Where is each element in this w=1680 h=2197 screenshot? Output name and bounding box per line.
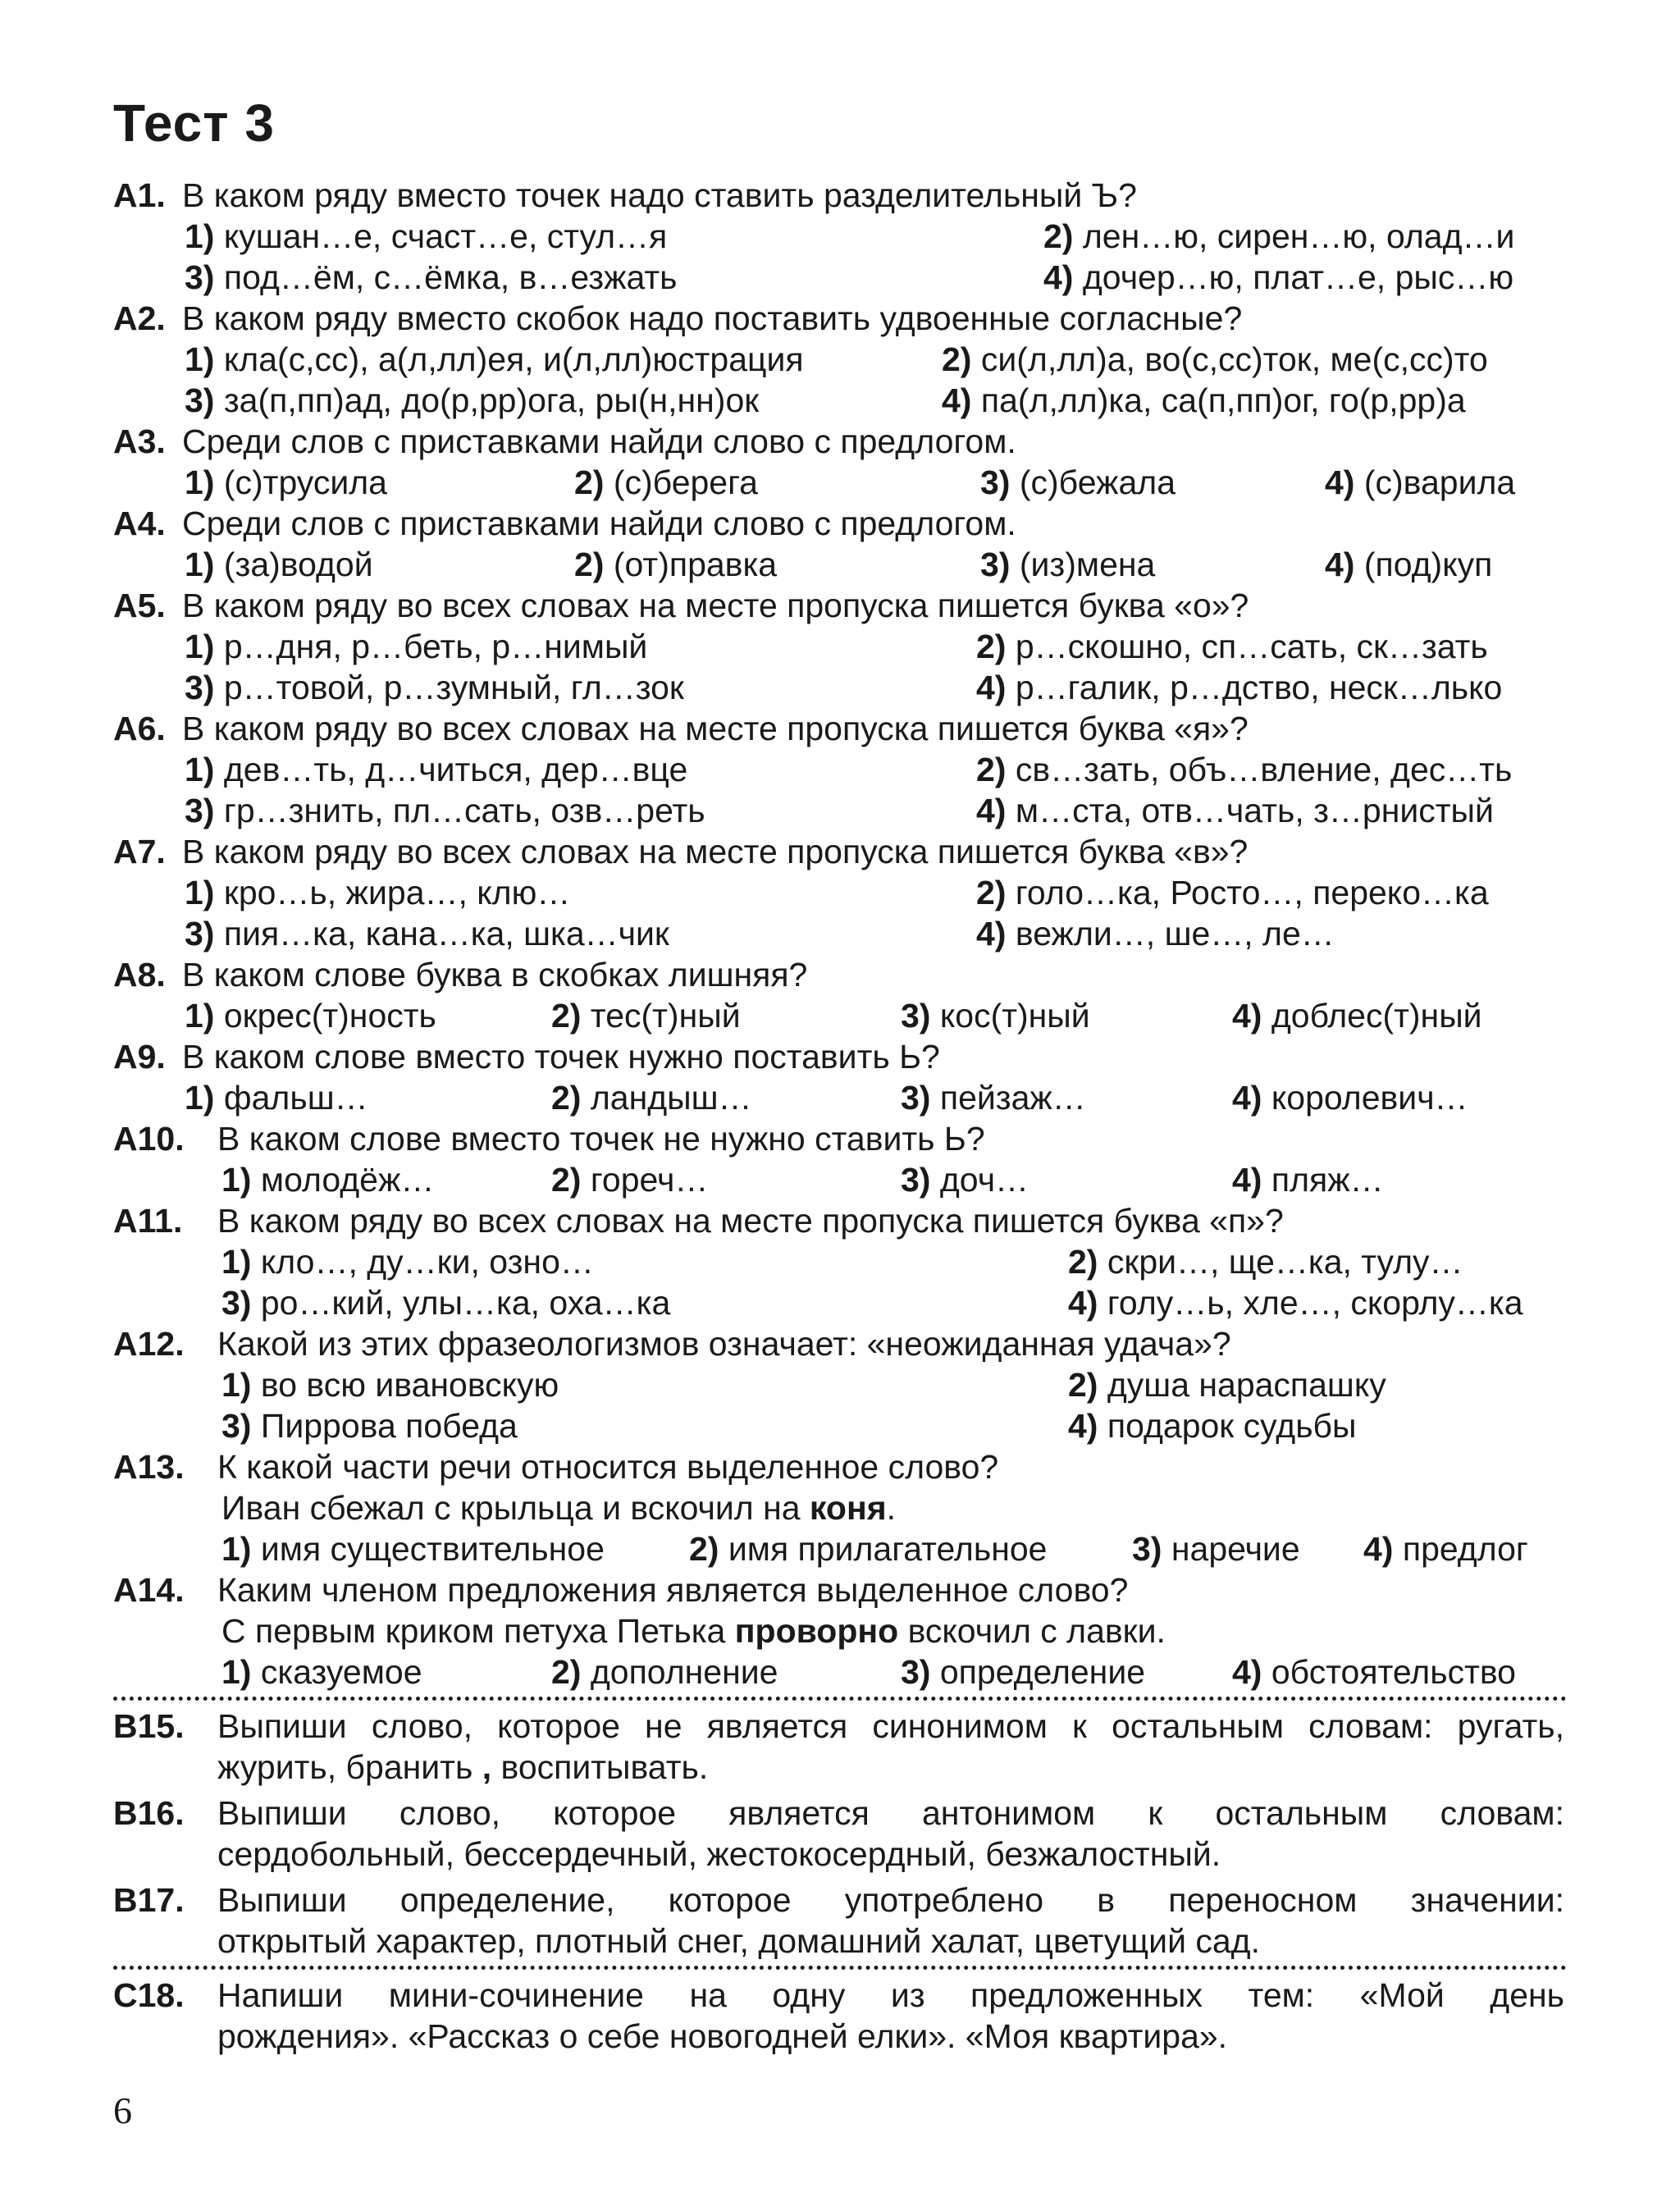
option-1: 1) кло…, ду…ки, озно… xyxy=(221,1243,594,1281)
question-number: В15. xyxy=(113,1707,185,1745)
option-4: 4) пляж… xyxy=(1232,1161,1384,1199)
option-3: 3) определение xyxy=(901,1653,1146,1691)
option-3: 3) ро…кий, улы…ка, оха…ка xyxy=(221,1284,671,1322)
option-3: 3) (из)мена xyxy=(980,546,1156,583)
question-text: Выпиши слово, которое не является синонимом к остальным словам: ругать, xyxy=(217,1707,1564,1745)
question-text: В каком ряду вместо скобок надо поставить удвоенные согласные? xyxy=(182,299,1243,337)
option-1: 1) молодёж… xyxy=(221,1161,435,1199)
question-number: А10. xyxy=(113,1120,185,1158)
option-2: 2) гореч… xyxy=(551,1161,709,1199)
question-text: Среди слов с приставками найди слово с предлогом. xyxy=(182,505,1016,542)
option-1: 1) кро…ь, жира…, клю… xyxy=(185,874,571,911)
option-2: 2) (от)правка xyxy=(574,546,778,583)
option-1: 1) во всю ивановскую xyxy=(221,1366,559,1404)
option-4: 4) м…ста, отв…чать, з…рнистый xyxy=(976,792,1494,829)
option-3: 3) гр…знить, пл…сать, озв…реть xyxy=(185,792,705,829)
option-1: 1) фальш… xyxy=(185,1079,368,1117)
option-1: 1) кла(с,сс), а(л,лл)ея, и(л,лл)юстрация xyxy=(185,340,804,378)
option-4: 4) вежли…, ше…, ле… xyxy=(976,915,1335,952)
page-number: 6 xyxy=(113,2090,132,2131)
option-3: 3) за(п,пп)ад, до(р,рр)ога, ры(н,нн)ок xyxy=(185,381,760,419)
option-3: 3) пия…ка, кана…ка, шка…чик xyxy=(185,915,669,952)
option-4: 4) р…галик, р…дство, неск…лько xyxy=(976,669,1503,706)
option-2: 2) скри…, ще…ка, тулу… xyxy=(1068,1243,1463,1281)
question-number: А9. xyxy=(113,1038,166,1076)
question-text: Каким членом предложения является выделенное слово? xyxy=(217,1571,1129,1609)
question-number: А1. xyxy=(113,176,166,214)
question-text: Какой из этих фразеологизмов означает: «неожиданная удача»? xyxy=(217,1325,1231,1363)
question-number: А7. xyxy=(113,833,166,870)
question-text: В каком слове вместо точек нужно поставить Ь? xyxy=(182,1038,940,1076)
option-3: 3) р…товой, р…зумный, гл…зок xyxy=(185,669,684,706)
option-4: 4) предлог xyxy=(1363,1530,1528,1568)
option-2: 2) св…зать, объ…вление, дес…ть xyxy=(976,751,1513,788)
option-3: 3) под…ём, с…ёмка, в…езжать xyxy=(185,258,678,296)
option-3: 3) пейзаж… xyxy=(901,1079,1086,1117)
option-4: 4) обстоятельство xyxy=(1232,1653,1516,1691)
option-2: 2) ландыш… xyxy=(551,1079,752,1117)
highlighted-word: коня xyxy=(809,1489,887,1527)
question-text: Среди слов с приставками найди слово с предлогом. xyxy=(182,422,1016,460)
highlighted-word: проворно xyxy=(734,1612,899,1650)
question-number: А12. xyxy=(113,1325,185,1363)
option-1: 1) имя существительное xyxy=(221,1530,605,1568)
option-2: 2) дополнение xyxy=(551,1653,778,1691)
question-number: А8. xyxy=(113,956,166,993)
option-1: 1) кушан…е, счаст…е, стул…я xyxy=(185,217,668,255)
option-1: 1) дев…ть, д…читься, дер…вце xyxy=(185,751,688,788)
dotted-divider xyxy=(113,1966,1567,1970)
question-number: А5. xyxy=(113,587,166,624)
option-2: 2) (с)берега xyxy=(574,464,758,501)
option-3: 3) Пиррова победа xyxy=(221,1407,518,1445)
question-number: А3. xyxy=(113,422,166,460)
option-2: 2) голо…ка, Росто…, переко…ка xyxy=(976,874,1489,911)
question-number: А14. xyxy=(113,1571,185,1609)
option-4: 4) подарок судьбы xyxy=(1068,1407,1357,1445)
question-text: В каком ряду во всех словах на месте пропуска пишется буква «о»? xyxy=(182,587,1249,624)
option-2: 2) душа нараспашку xyxy=(1068,1366,1386,1404)
question-number: А6. xyxy=(113,710,166,747)
option-4: 4) дочер…ю, плат…е, рыс…ю xyxy=(1043,258,1514,296)
option-1: 1) (за)водой xyxy=(185,546,373,583)
question-number: В16. xyxy=(113,1794,185,1832)
option-1: 1) сказуемое xyxy=(221,1653,422,1691)
question-number: А2. xyxy=(113,299,166,337)
question-number: В17. xyxy=(113,1881,185,1919)
option-3: 3) наречие xyxy=(1132,1530,1300,1568)
option-2: 2) си(л,лл)а, во(с,сс)ток, ме(с,сс)то xyxy=(942,340,1488,378)
option-3: 3) доч… xyxy=(901,1161,1029,1199)
question-number: А4. xyxy=(113,505,166,542)
question-text: Выпиши определение, которое употреблено в переносном значении: xyxy=(217,1881,1564,1919)
question-text: В каком ряду во всех словах на месте пропуска пишется буква «я»? xyxy=(182,710,1249,747)
question-number: А13. xyxy=(113,1448,185,1486)
dotted-divider xyxy=(113,1697,1567,1701)
question-text: В каком ряду во всех словах на месте пропуска пишется буква «п»? xyxy=(217,1202,1284,1240)
option-2: 2) лен…ю, сирен…ю, олад…и xyxy=(1043,217,1515,255)
option-1: 1) р…дня, р…беть, р…нимый xyxy=(185,628,648,665)
question-text: В каком ряду вместо точек надо ставить разделительный Ъ? xyxy=(182,176,1137,214)
option-1: 1) (с)трусила xyxy=(185,464,387,501)
question-number: С18. xyxy=(113,1976,185,2014)
question-number: А11. xyxy=(113,1202,183,1240)
option-4: 4) доблес(т)ный xyxy=(1232,997,1482,1035)
question-text: Напиши мини-сочинение на одну из предложенных тем: «Мой день xyxy=(217,1976,1564,2014)
option-4: 4) королевич… xyxy=(1232,1079,1468,1117)
worksheet-page: Тест 3 А1. В каком ряду вместо точек надо ставить разделительный Ъ? 1) кушан…е, счаст…е, стул…я 2) лен…ю, сирен…ю, олад…и 3) под…ём, с…ёмка, в…езжать 4) дочер…ю, плат…е, рыс…ю А2. В каком ряду вместо скобок надо поставить удвоенные согласные? 1) кла(с,сс), а(л,лл)ея, и(л,лл)юстрация 2) си(л,лл)а, во(с,сс)ток, ме(с,сс)то 3) за(п,пп)ад, до(р,рр)ога, ры(н,нн)ок 4) па(л,лл)ка, са(п,пп)ог, го(р,рр)а А3. Среди слов с приставками найди слово с предлогом. 1) (с)трусила 2) (с)берега 3) (с)бежала 4) (с)варила А4. Среди слов с приставками найди слово с предлогом. 1) (за)водой 2) (от)правка 3) (из)мена 4) (под)куп А5. В каком ряду во всех словах на месте пропуска пишется буква «о»? 1) р…дня, р…беть, р…нимый 2) р…скошно, сп…сать, ск…зать 3) р…товой, р…зумный, гл…зок 4) р…галик, р…дство, неск…лько А6. В каком ряду во всех словах на месте пропуска пишется буква «я»? 1) дев…ть, д…читься, дер…вце 2) св…зать, объ…вление, дес…ть 3) гр…знить, пл…сать, озв…реть 4) м…ста, отв…чать, з…рнистый А7. В каком ряду во всех словах на месте пропуска пишется буква «в»? 1) кро…ь, жира…, клю… 2) голо…ка, Росто…, переко…ка 3) пия…ка, кана…ка, шка…чик 4) вежли…, ше…, ле… А8. В каком слове буква в скобках лишняя? 1) окрес(т)ность 2) тес(т)ный 3) кос(т)ный 4) доблес(т)ный А9. В каком слове вместо точек нужно поставить Ь? 1) фальш… 2) ландыш… 3) пейзаж… 4) королевич… А10. В каком слове вместо точек не нужно ставить Ь? 1) молодёж… 2) гореч… 3) доч… 4) пляж… А11. В каком ряду во всех словах на месте пропуска пишется буква «п»? 1) кло…, ду…ки, озно… 2) скри…, ще…ка, тулу… 3) ро…кий, улы…ка, оха…ка 4) голу…ь, хле…, скорлу…ка А12. Какой из этих фразеологизмов означает: «неожиданная удача»? 1) во всю ивановскую 2) душа нараспашку 3) Пиррова победа 4) подарок судьбы А13. К какой части речи относится выделенное слово? Иван сбежал с крыльца и вскочил на коня. 1) имя существительное 2) имя прилагательное 3) наречие 4) предлог А14. Каким членом предложения является выделенное слово? С первым криком петуха Петька проворно вскочил с лавки. 1) сказуемое 2) дополнение 3) определение 4) обстоятельство В15. Выпиши слово, которое не является синонимом к остальным словам: ругать, журить, бранить , воспитывать. В16. Выпиши слово, которое является антонимом к остальным словам: сердобольный, бессердечный, жестокосердный, безжалостный. В17. Выпиши определение, которое употреблено в переносном значении: открытый характер, плотный снег, домашний халат, цветущий сад. С18. Напиши мини-сочинение на одну из предложенных тем: «Мой день рождения». «Рассказ о себе новогодней елки». «Моя квартира». 6 xyxy=(0,0,1680,2197)
option-4: 4) голу…ь, хле…, скорлу…ка xyxy=(1068,1284,1523,1322)
option-2: 2) р…скошно, сп…сать, ск…зать xyxy=(976,628,1488,665)
question-text: К какой части речи относится выделенное слово? xyxy=(217,1448,999,1486)
page-title: Тест 3 xyxy=(113,94,275,153)
option-2: 2) имя прилагательное xyxy=(689,1530,1048,1568)
question-text: В каком слове вместо точек не нужно ставить Ь? xyxy=(217,1120,985,1158)
option-1: 1) окрес(т)ность xyxy=(185,997,436,1035)
option-3: 3) (с)бежала xyxy=(980,464,1176,501)
option-4: 4) (с)варила xyxy=(1325,464,1516,501)
option-3: 3) кос(т)ный xyxy=(901,997,1090,1035)
option-4: 4) (под)куп xyxy=(1325,546,1493,583)
option-4: 4) па(л,лл)ка, са(п,пп)ог, го(р,рр)а xyxy=(942,381,1466,419)
option-2: 2) тес(т)ный xyxy=(551,997,741,1035)
question-text: В каком слове буква в скобках лишняя? xyxy=(182,956,808,993)
question-text: В каком ряду во всех словах на месте пропуска пишется буква «в»? xyxy=(182,833,1249,870)
question-text: Выпиши слово, которое является антонимом к остальным словам: xyxy=(217,1794,1564,1832)
